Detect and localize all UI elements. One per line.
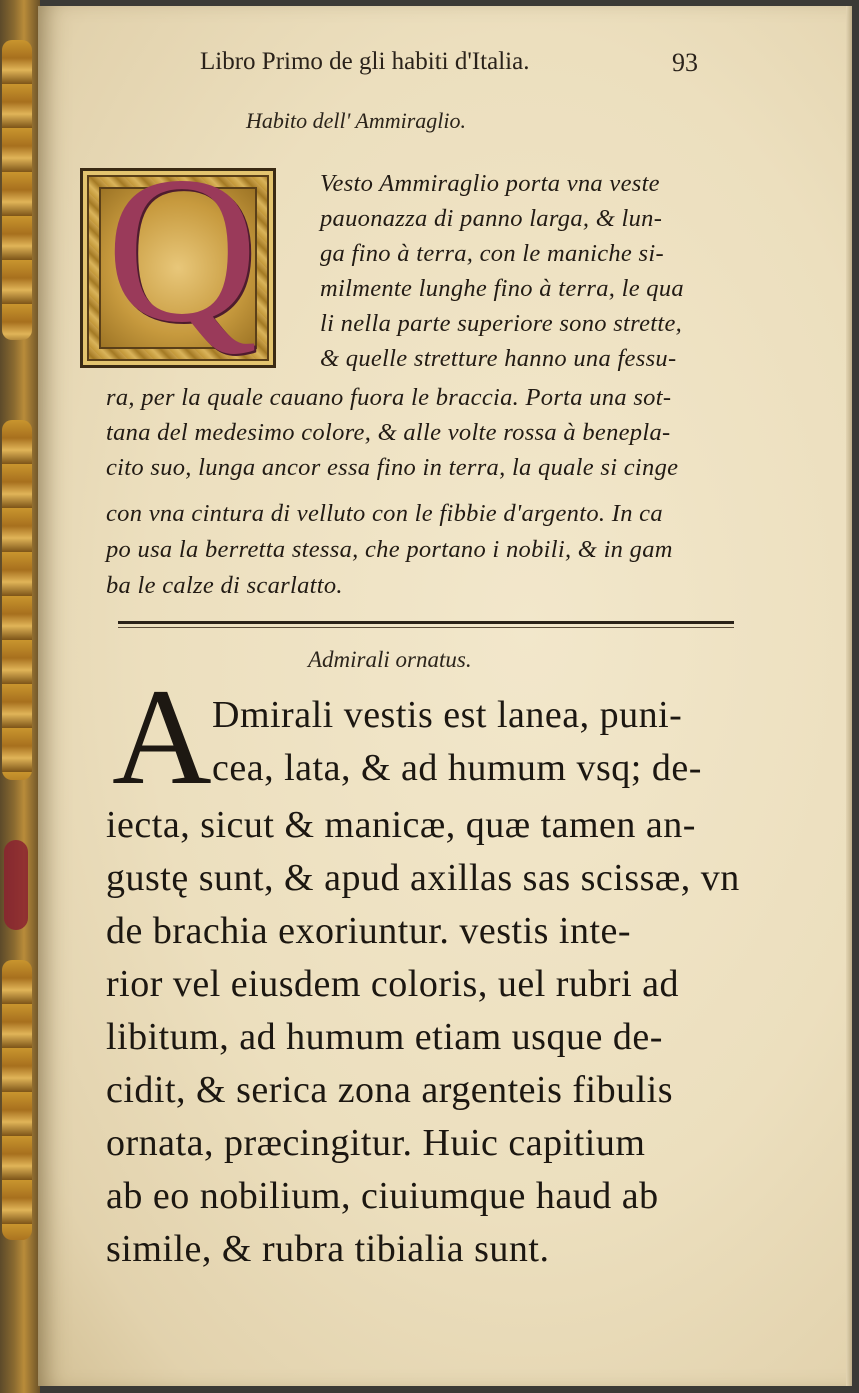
latin-line: rior vel eiusdem coloris, uel rubri ad [106, 963, 680, 1005]
latin-line: ab eo nobilium, ciuiumque haud ab [106, 1175, 659, 1217]
page-number: 93 [672, 48, 698, 77]
italian-line: & quelle stretture hanno una fessu- [320, 345, 677, 372]
left-ornament-top [2, 40, 32, 340]
latin-line: cea, lata, & ad humum vsq; de- [212, 747, 702, 789]
italian-line: pauonazza di panno larga, & lun- [320, 205, 663, 232]
italian-section-title: Habito dell' Ammiraglio. [246, 108, 467, 133]
section-divider [118, 621, 734, 624]
latin-line: de brachia exoriuntur. vestis inte- [106, 910, 632, 952]
decorated-initial-letter: Q [106, 134, 258, 366]
left-ornament-red [4, 840, 28, 930]
page-fore-edge [846, 6, 852, 1386]
latin-initial-letter: A [112, 660, 212, 813]
latin-line: cidit, & serica zona argenteis fibulis [106, 1069, 674, 1111]
facing-page-edge [0, 0, 40, 1393]
italian-line: po usa la berretta stessa, che portano i nobili, & in gam [106, 536, 673, 563]
latin-line: simile, & rubra tibialia sunt. [106, 1228, 550, 1270]
latin-line: libitum, ad humum etiam usque de- [106, 1016, 663, 1058]
latin-line: ornata, præcingitur. Huic capitium [106, 1122, 646, 1164]
left-ornament-middle [2, 420, 32, 780]
italian-line: li nella parte superiore sono strette, [320, 310, 683, 337]
latin-line: iecta, sicut & manicæ, quæ tamen an- [106, 804, 696, 846]
italian-line: con vna cintura di velluto con le fibbie d'argento. In ca [106, 500, 663, 527]
italian-line: cito suo, lunga ancor essa fino in terra, la quale si cinge [106, 454, 679, 481]
decorated-initial [80, 134, 276, 368]
italian-line: Vesto Ammiraglio porta vna veste [320, 170, 660, 197]
running-header [200, 48, 760, 84]
latin-line: Dmirali vestis est lanea, puni- [212, 694, 683, 736]
section-divider-thin [118, 627, 734, 628]
italian-line: ga fino à terra, con le maniche si- [320, 240, 664, 267]
italian-line: milmente lunghe fino à terra, le qua [320, 275, 684, 302]
running-head: Libro Primo de gli habiti d'Italia. [200, 48, 530, 75]
italian-line: ba le calze di scarlatto. [106, 572, 343, 599]
italian-line: ra, per la quale cauano fuora le braccia. Porta una sot- [106, 384, 672, 411]
latin-line: gustę sunt, & apud axillas sas scissæ, vn [106, 857, 740, 899]
latin-section-title: Admirali ornatus. [308, 647, 472, 672]
italian-line: tana del medesimo colore, & alle volte rossa à benepla- [106, 419, 671, 446]
left-ornament-bottom [2, 960, 32, 1240]
